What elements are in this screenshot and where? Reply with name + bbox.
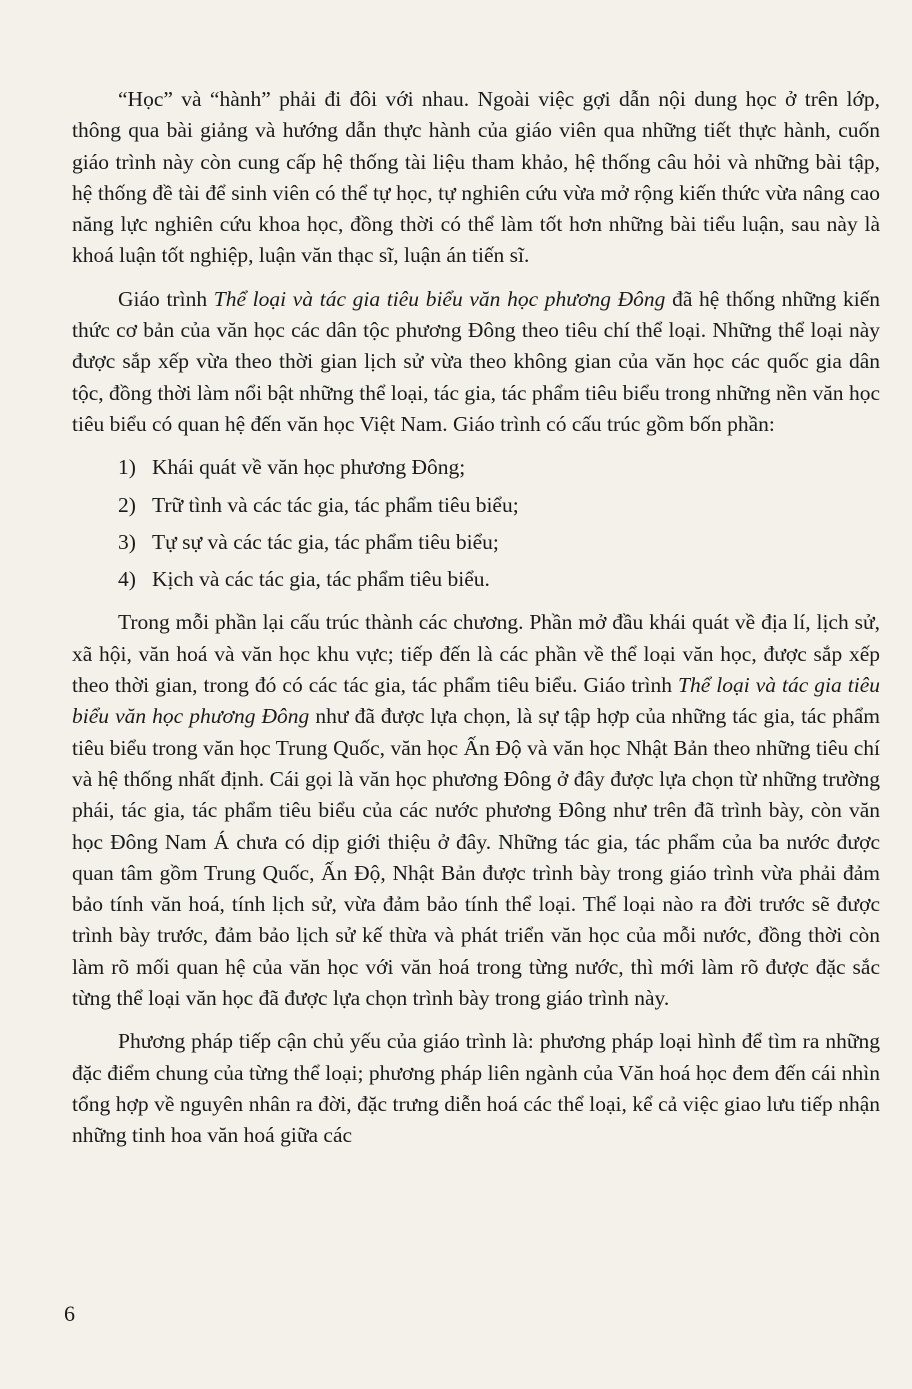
paragraph-2-start: Giáo trình xyxy=(118,286,214,311)
list-item xyxy=(72,527,880,558)
list-item-text: Trữ tình và các tác gia, tác phẩm tiêu biểu; xyxy=(152,492,519,517)
page-body xyxy=(72,84,880,1164)
list-item-number: 1) xyxy=(118,455,136,480)
list-item xyxy=(72,452,880,483)
structure-list xyxy=(72,452,880,595)
paragraph-2-end: đã hệ thống những kiến thức cơ bản của văn học các dân tộc phương Đông theo tiêu chí thể loại. Những thể loại này được sắp xếp vừa theo thời gian lịch sử vừa theo không gian của văn học các quốc gia dân tộc, đồng thời làm nổi bật những thể loại, tác gia, tác phẩm tiêu biểu trong những nền văn học tiêu biểu có quan hệ đến văn học Việt Nam. Giáo trình có cấu trúc gồm bốn phần: xyxy=(72,286,880,436)
list-item-text: Tự sự và các tác gia, tác phẩm tiêu biểu; xyxy=(152,529,499,554)
list-item xyxy=(72,490,880,521)
paragraph-4: Phương pháp tiếp cận chủ yếu của giáo trình là: phương pháp loại hình để tìm ra những đặc điểm chung của từng thể loại; phương pháp liên ngành của Văn hoá học đem đến cái nhìn tổng hợp về nguyên nhân ra đời, đặc trưng diễn hoá các thể loại, kể cả việc giao lưu tiếp nhận những tinh hoa văn hoá giữa các xyxy=(72,1029,880,1148)
paragraph-3 xyxy=(72,607,880,1014)
book-title: Thể loại và tác gia tiêu biểu văn học phương Đông xyxy=(72,673,880,729)
list-item-number: 4) xyxy=(118,567,136,592)
paragraph-1: “Học” và “hành” phải đi đôi với nhau. Ngoài việc gợi dẫn nội dung học ở trên lớp, thông qua bài giảng và hướng dẫn thực hành của giáo viên qua những tiết thực hành, cuốn giáo trình này còn cung cấp hệ thống tài liệu tham khảo, hệ thống câu hỏi và những bài tập, hệ thống đề tài để sinh viên có thể tự học, tự nghiên cứu vừa mở rộng kiến thức vừa nâng cao năng lực nghiên cứu khoa học, đồng thời có thể làm tốt hơn những bài tiểu luận, sau này là khoá luận tốt nghiệp, luận văn thạc sĩ, luận án tiến sĩ. xyxy=(72,87,880,268)
list-item xyxy=(72,564,880,595)
book-title: Thể loại và tác gia tiêu biểu văn học phương Đông xyxy=(213,286,666,311)
paragraph-2 xyxy=(72,284,880,440)
list-item-number: 3) xyxy=(118,529,136,554)
page-number: 6 xyxy=(64,1301,75,1326)
list-item-text: Kịch và các tác gia, tác phẩm tiêu biểu. xyxy=(152,567,490,592)
paragraph-3-end: như đã được lựa chọn, là sự tập hợp của những tác gia, tác phẩm tiêu biểu trong văn học Trung Quốc, văn học Ấn Độ và văn học Nhật Bản theo những tiêu chí và hệ thống nhất định. Cái gọi là văn học phương Đông ở đây được lựa chọn từ những trường phái, tác gia, tác phẩm tiêu biểu của các nước phương Đông như trên đã trình bày, còn văn học Đông Nam Á chưa có dịp giới thiệu ở đây. Những tác gia, tác phẩm của ba nước được quan tâm gồm Trung Quốc, Ấn Độ, Nhật Bản được trình bày trong giáo trình vừa phải đảm bảo tính văn hoá, tính lịch sử, vừa đảm bảo tính thể loại. Thể loại nào ra đời trước sẽ được trình bày trước, đảm bảo lịch sử kế thừa và phát triển văn học của mỗi nước, đồng thời còn làm rõ mối quan hệ của văn học với văn hoá trong từng nước, thì mới làm rõ được đặc sắc từng thể loại văn học đã được lựa chọn trình bày trong giáo trình này. xyxy=(72,704,880,1011)
list-item-text: Khái quát về văn học phương Đông; xyxy=(152,455,466,480)
list-item-number: 2) xyxy=(118,492,136,517)
paragraph-3-start: Trong mỗi phần lại cấu trúc thành các chương. Phần mở đầu khái quát về địa lí, lịch sử, xã hội, văn hoá và văn học khu vực; tiếp đến là các phần về thể loại văn học, được sắp xếp theo thời gian, trong đó có các tác gia, tác phẩm tiêu biểu. Giáo trình xyxy=(72,610,880,698)
